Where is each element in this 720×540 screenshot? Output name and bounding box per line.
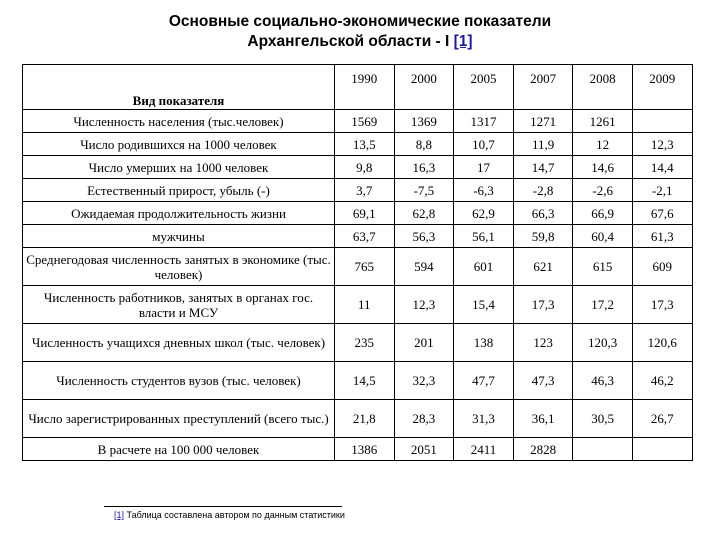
value-cell: 17 bbox=[454, 156, 514, 179]
value-cell: 1386 bbox=[335, 438, 395, 461]
value-cell: 26,7 bbox=[632, 400, 692, 438]
value-cell: 31,3 bbox=[454, 400, 514, 438]
value-cell: 14,6 bbox=[573, 156, 633, 179]
table-row bbox=[23, 248, 693, 286]
value-cell: 1261 bbox=[573, 110, 633, 133]
value-cell: 56,1 bbox=[454, 225, 514, 248]
value-cell: 62,9 bbox=[454, 202, 514, 225]
value-cell: -7,5 bbox=[394, 179, 454, 202]
value-cell: 59,8 bbox=[513, 225, 573, 248]
indicator-label: Численность работников, занятых в органах гос. власти и МСУ bbox=[23, 286, 335, 324]
value-cell: 11 bbox=[335, 286, 395, 324]
value-cell: 601 bbox=[454, 248, 514, 286]
value-cell: 9,8 bbox=[335, 156, 395, 179]
indicator-label: Численность студентов вузов (тыс. человек) bbox=[23, 362, 335, 400]
value-cell: 21,8 bbox=[335, 400, 395, 438]
year-header: 1990 bbox=[335, 65, 395, 110]
value-cell: 14,7 bbox=[513, 156, 573, 179]
value-cell: 12 bbox=[573, 133, 633, 156]
year-header: 2009 bbox=[632, 65, 692, 110]
indicator-label: Численность учащихся дневных школ (тыс. человек) bbox=[23, 324, 335, 362]
table-row bbox=[23, 110, 693, 133]
value-cell: 8,8 bbox=[394, 133, 454, 156]
table-row bbox=[23, 438, 693, 461]
value-cell: 14,4 bbox=[632, 156, 692, 179]
year-header: 2005 bbox=[454, 65, 514, 110]
value-cell: -2,6 bbox=[573, 179, 633, 202]
value-cell: 1271 bbox=[513, 110, 573, 133]
value-cell: 46,3 bbox=[573, 362, 633, 400]
footnote-divider bbox=[104, 506, 342, 507]
value-cell: 47,7 bbox=[454, 362, 514, 400]
value-cell: -2,1 bbox=[632, 179, 692, 202]
value-cell: 28,3 bbox=[394, 400, 454, 438]
indicator-label: Число умерших на 1000 человек bbox=[23, 156, 335, 179]
year-header: 2000 bbox=[394, 65, 454, 110]
value-cell: 609 bbox=[632, 248, 692, 286]
table-row bbox=[23, 156, 693, 179]
value-cell: 63,7 bbox=[335, 225, 395, 248]
footnote-text: Таблица составлена автором по данным статистики bbox=[124, 510, 345, 520]
value-cell bbox=[632, 438, 692, 461]
value-cell: 120,6 bbox=[632, 324, 692, 362]
value-cell: 30,5 bbox=[573, 400, 633, 438]
table-header-row bbox=[23, 65, 693, 110]
title-line-1: Основные социально-экономические показатели bbox=[168, 13, 552, 30]
title-line-2-text: Архангельской области - I bbox=[247, 33, 450, 50]
value-cell: 17,2 bbox=[573, 286, 633, 324]
footnote-reference-link[interactable]: [1] bbox=[453, 33, 473, 50]
value-cell: 235 bbox=[335, 324, 395, 362]
value-cell: -2,8 bbox=[513, 179, 573, 202]
table-row bbox=[23, 286, 693, 324]
value-cell: 765 bbox=[335, 248, 395, 286]
value-cell: 1317 bbox=[454, 110, 514, 133]
value-cell: 61,3 bbox=[632, 225, 692, 248]
value-cell: 2828 bbox=[513, 438, 573, 461]
indicator-label: Ожидаемая продолжительность жизни bbox=[23, 202, 335, 225]
indicators-table bbox=[22, 64, 693, 461]
table-row bbox=[23, 400, 693, 438]
indicator-label: В расчете на 100 000 человек bbox=[23, 438, 335, 461]
title-line-2 bbox=[0, 32, 720, 52]
value-cell: 12,3 bbox=[394, 286, 454, 324]
value-cell: 2051 bbox=[394, 438, 454, 461]
value-cell: 3,7 bbox=[335, 179, 395, 202]
indicator-label: Естественный прирост, убыль (-) bbox=[23, 179, 335, 202]
footnote bbox=[114, 510, 345, 521]
indicator-column-header: Вид показателя bbox=[23, 65, 335, 110]
table-row bbox=[23, 133, 693, 156]
value-cell: 16,3 bbox=[394, 156, 454, 179]
value-cell: 615 bbox=[573, 248, 633, 286]
value-cell: 2411 bbox=[454, 438, 514, 461]
value-cell: 17,3 bbox=[513, 286, 573, 324]
value-cell: 36,1 bbox=[513, 400, 573, 438]
value-cell: 56,3 bbox=[394, 225, 454, 248]
indicator-label: Численность населения (тыс.человек) bbox=[23, 110, 335, 133]
year-header: 2008 bbox=[573, 65, 633, 110]
indicator-label: Среднегодовая численность занятых в экономике (тыс. человек) bbox=[23, 248, 335, 286]
table-row bbox=[23, 179, 693, 202]
indicator-label: Число родившихся на 1000 человек bbox=[23, 133, 335, 156]
value-cell: 14,5 bbox=[335, 362, 395, 400]
value-cell: 13,5 bbox=[335, 133, 395, 156]
value-cell: 594 bbox=[394, 248, 454, 286]
value-cell: -6,3 bbox=[454, 179, 514, 202]
page-title bbox=[0, 12, 720, 52]
value-cell: 621 bbox=[513, 248, 573, 286]
value-cell: 67,6 bbox=[632, 202, 692, 225]
table-row bbox=[23, 202, 693, 225]
value-cell: 62,8 bbox=[394, 202, 454, 225]
value-cell bbox=[632, 110, 692, 133]
value-cell: 1569 bbox=[335, 110, 395, 133]
value-cell bbox=[573, 438, 633, 461]
table-row bbox=[23, 225, 693, 248]
value-cell: 46,2 bbox=[632, 362, 692, 400]
value-cell: 66,3 bbox=[513, 202, 573, 225]
value-cell: 32,3 bbox=[394, 362, 454, 400]
value-cell: 66,9 bbox=[573, 202, 633, 225]
value-cell: 201 bbox=[394, 324, 454, 362]
year-header: 2007 bbox=[513, 65, 573, 110]
value-cell: 120,3 bbox=[573, 324, 633, 362]
value-cell: 69,1 bbox=[335, 202, 395, 225]
value-cell: 17,3 bbox=[632, 286, 692, 324]
value-cell: 11,9 bbox=[513, 133, 573, 156]
value-cell: 10,7 bbox=[454, 133, 514, 156]
footnote-marker-link[interactable]: [1] bbox=[114, 510, 125, 520]
table-row bbox=[23, 362, 693, 400]
value-cell: 138 bbox=[454, 324, 514, 362]
indicator-label: Число зарегистрированных преступлений (всего тыс.) bbox=[23, 400, 335, 438]
value-cell: 12,3 bbox=[632, 133, 692, 156]
value-cell: 1369 bbox=[394, 110, 454, 133]
value-cell: 15,4 bbox=[454, 286, 514, 324]
table-row bbox=[23, 324, 693, 362]
indicator-label: мужчины bbox=[23, 225, 335, 248]
value-cell: 60,4 bbox=[573, 225, 633, 248]
value-cell: 123 bbox=[513, 324, 573, 362]
value-cell: 47,3 bbox=[513, 362, 573, 400]
